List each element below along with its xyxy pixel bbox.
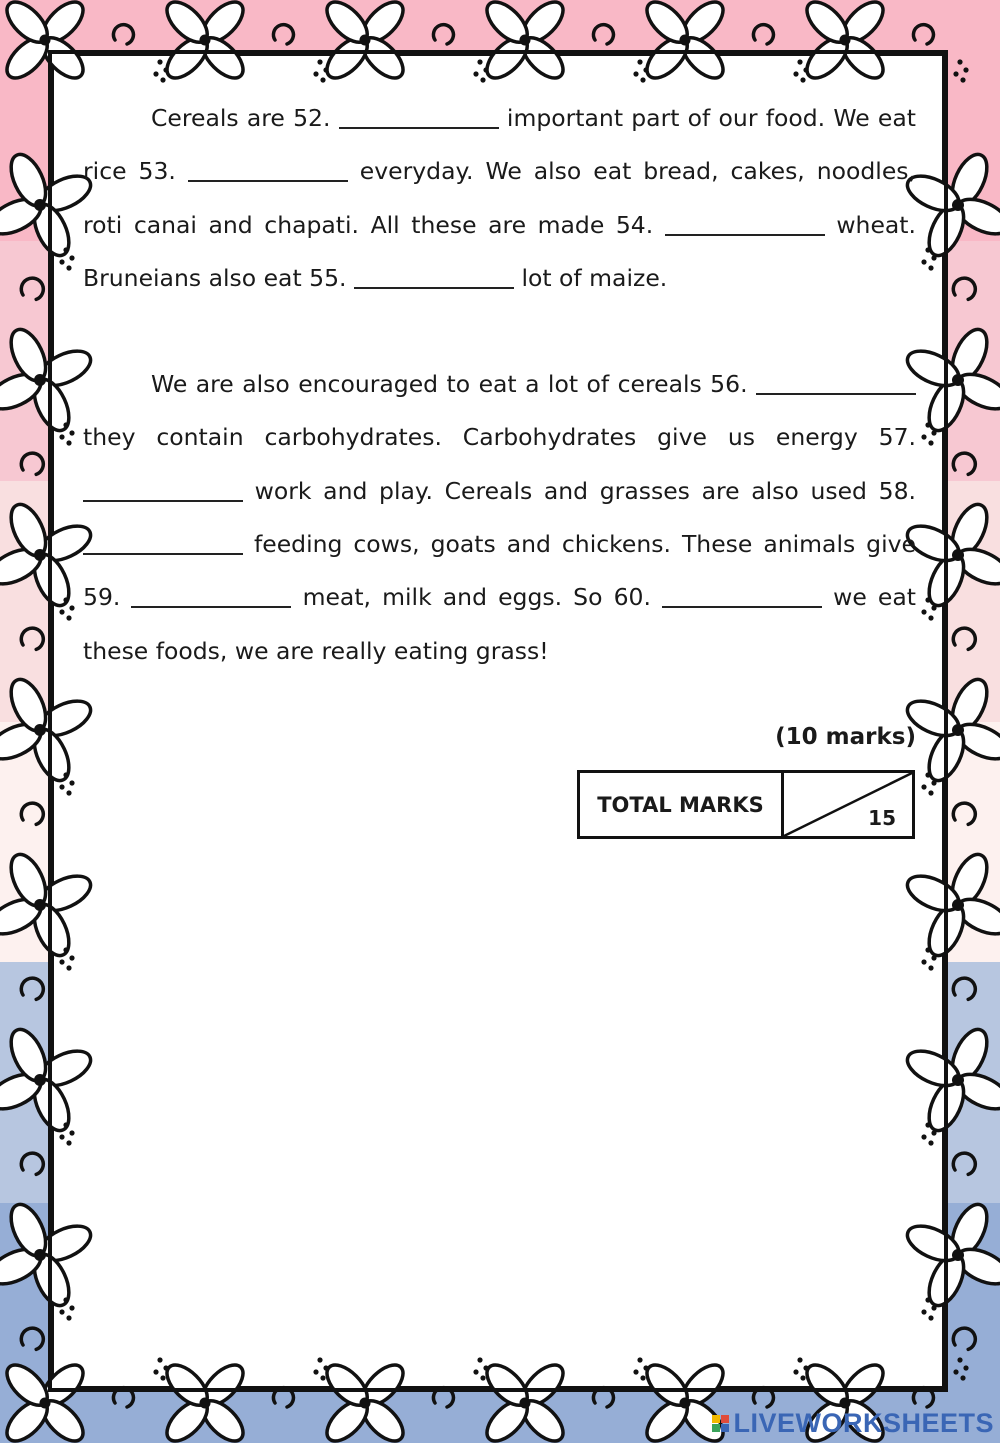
dot-ornament-icon [59,1134,64,1139]
dot-ornament-icon [960,77,965,82]
dot-ornament-icon [928,1315,933,1320]
dot-ornament-icon [153,1369,158,1374]
dot-ornament-icon [63,247,68,252]
dot-ornament-icon [953,71,958,76]
curl-ornament-icon [273,25,293,44]
liveworksheets-logo [712,1408,994,1439]
dot-ornament-icon [637,59,642,64]
dot-ornament-icon [925,597,930,602]
dot-ornament-icon [477,59,482,64]
dot-ornament-icon [928,1140,933,1145]
flower-ornament-icon [480,1358,570,1443]
flower-ornament-icon [0,0,90,85]
answer-blank[interactable] [83,529,243,555]
curl-ornament-icon [953,803,975,824]
curl-ornament-icon [953,1328,975,1349]
flower-ornament-icon [640,0,730,85]
flower-ornament-icon [800,0,890,85]
dot-ornament-icon [633,71,638,76]
dot-ornament-icon [633,1369,638,1374]
answer-blank[interactable] [83,476,243,502]
passage-text: lot of maize. [513,263,668,292]
flower-ornament-icon [480,0,570,85]
curl-ornament-icon [433,25,453,44]
dot-ornament-icon [640,77,645,82]
dot-ornament-icon [63,947,68,952]
dot-ornament-icon [960,1375,965,1380]
total-marks-out-of: 15 [868,806,896,830]
dot-ornament-icon [921,1134,926,1139]
dot-ornament-icon [69,1130,74,1135]
dot-ornament-icon [157,1357,162,1362]
dot-ornament-icon [928,615,933,620]
dot-ornament-icon [157,59,162,64]
paragraph-1 [83,92,916,305]
curl-ornament-icon [953,1153,975,1174]
curl-ornament-icon [21,803,43,824]
curl-ornament-icon [953,628,975,649]
dot-ornament-icon [59,1309,64,1314]
dot-ornament-icon [69,780,74,785]
dot-ornament-icon [931,605,936,610]
logo-icon [712,1415,729,1432]
dot-ornament-icon [957,59,962,64]
dot-ornament-icon [797,1357,802,1362]
dot-ornament-icon [925,1122,930,1127]
dot-ornament-icon [66,1315,71,1320]
total-marks-box [577,770,915,839]
dot-ornament-icon [160,77,165,82]
curl-ornament-icon [113,25,133,44]
flower-ornament-icon [320,0,410,85]
passage-text: Cereals are 52. [151,104,339,132]
dot-ornament-icon [793,71,798,76]
dot-ornament-icon [928,440,933,445]
dot-ornament-icon [921,609,926,614]
dot-ornament-icon [925,422,930,427]
curl-ornament-icon [21,453,43,474]
curl-ornament-icon [21,278,43,299]
total-marks-score-cell[interactable] [784,773,912,836]
curl-ornament-icon [953,978,975,999]
dot-ornament-icon [800,1375,805,1380]
dot-ornament-icon [66,615,71,620]
dot-ornament-icon [63,1122,68,1127]
answer-blank[interactable] [756,369,916,395]
dot-ornament-icon [66,790,71,795]
dot-ornament-icon [160,1375,165,1380]
dot-ornament-icon [69,605,74,610]
curl-ornament-icon [593,25,613,44]
dot-ornament-icon [320,77,325,82]
dot-ornament-icon [59,259,64,264]
dot-ornament-icon [59,609,64,614]
dot-ornament-icon [800,77,805,82]
dot-ornament-icon [931,1305,936,1310]
dot-ornament-icon [66,1140,71,1145]
dot-ornament-icon [925,947,930,952]
paragraph-2 [83,358,916,678]
dot-ornament-icon [317,1357,322,1362]
dot-ornament-icon [928,790,933,795]
dot-ornament-icon [953,1369,958,1374]
dot-ornament-icon [928,965,933,970]
answer-blank[interactable] [131,582,291,608]
passage-text: important part of our food. We eat rice 53. [83,104,916,186]
flower-ornament-icon [160,0,250,85]
dot-ornament-icon [925,247,930,252]
logo-text: LIVEWORKSHEETS [733,1408,994,1438]
dot-ornament-icon [921,259,926,264]
dot-ornament-icon [59,959,64,964]
answer-blank[interactable] [662,582,822,608]
dot-ornament-icon [921,784,926,789]
dot-ornament-icon [63,772,68,777]
dot-ornament-icon [925,772,930,777]
dot-ornament-icon [793,1369,798,1374]
dot-ornament-icon [66,265,71,270]
passage-text: wheat. Bruneians also eat 55. [83,210,916,292]
dot-ornament-icon [66,440,71,445]
dot-ornament-icon [963,67,968,72]
dot-ornament-icon [63,597,68,602]
answer-blank[interactable] [665,210,825,236]
dot-ornament-icon [313,71,318,76]
dot-ornament-icon [480,77,485,82]
passage-text: work and play. Cereals and grasses are also used 58. [243,476,916,505]
dot-ornament-icon [921,1309,926,1314]
dot-ornament-icon [931,955,936,960]
passage-text: we eat these foods, we are really eating grass! [83,583,917,665]
curl-ornament-icon [21,628,43,649]
dot-ornament-icon [921,959,926,964]
dot-ornament-icon [797,59,802,64]
dot-ornament-icon [63,422,68,427]
marks-label: (10 marks) [775,724,916,750]
dot-ornament-icon [66,965,71,970]
dot-ornament-icon [317,59,322,64]
dot-ornament-icon [931,255,936,260]
dot-ornament-icon [931,430,936,435]
dot-ornament-icon [69,430,74,435]
answer-blank[interactable] [339,103,499,129]
dot-ornament-icon [640,1375,645,1380]
curl-ornament-icon [953,453,975,474]
answer-blank[interactable] [354,263,514,289]
curl-ornament-icon [953,278,975,299]
curl-ornament-icon [21,1153,43,1174]
dot-ornament-icon [63,1297,68,1302]
dot-ornament-icon [69,1305,74,1310]
dot-ornament-icon [320,1375,325,1380]
dot-ornament-icon [480,1375,485,1380]
curl-ornament-icon [21,1328,43,1349]
dot-ornament-icon [931,780,936,785]
passage-text: meat, milk and eggs. So 60. [291,583,663,612]
dot-ornament-icon [928,265,933,270]
dot-ornament-icon [925,1297,930,1302]
dot-ornament-icon [153,71,158,76]
dot-ornament-icon [59,784,64,789]
passage-text: they contain carbohydrates. Carbohydrates give us energy 57. [83,423,916,452]
total-marks-label: TOTAL MARKS [580,773,784,836]
passage-text: feeding cows, goats and chickens. These animals give 59. [83,530,916,612]
dot-ornament-icon [477,1357,482,1362]
dot-ornament-icon [921,434,926,439]
curl-ornament-icon [913,25,933,44]
passage [83,92,916,678]
curl-ornament-icon [753,25,773,44]
flower-ornament-icon [160,1358,250,1443]
dot-ornament-icon [69,255,74,260]
dot-ornament-icon [473,1369,478,1374]
dot-ornament-icon [313,1369,318,1374]
flower-ornament-icon [320,1358,410,1443]
passage-text: We are also encouraged to eat a lot of cereals 56. [151,370,756,399]
dot-ornament-icon [59,434,64,439]
dot-ornament-icon [957,1357,962,1362]
dot-ornament-icon [69,955,74,960]
dot-ornament-icon [963,1365,968,1370]
dot-ornament-icon [637,1357,642,1362]
passage-text: everyday. We also eat bread, cakes, noodles, roti canai and chapati. All these are made 54. [83,157,916,239]
dot-ornament-icon [473,71,478,76]
dot-ornament-icon [931,1130,936,1135]
curl-ornament-icon [21,978,43,999]
flower-ornament-icon [0,1358,90,1443]
answer-blank[interactable] [188,156,348,182]
